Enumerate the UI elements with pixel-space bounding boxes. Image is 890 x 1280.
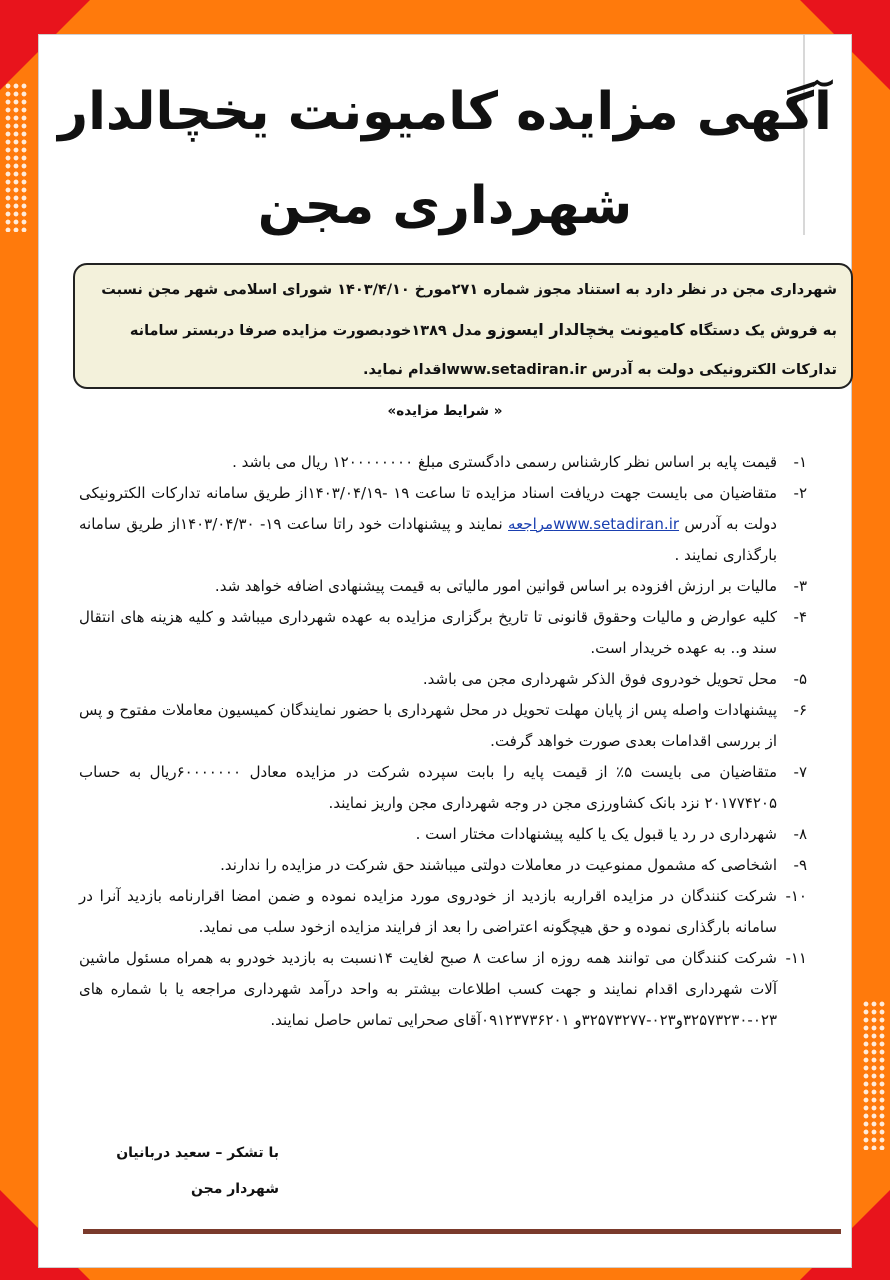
condition-text: متقاضیان می بایست جهت دریافت اسناد مزایده تا ساعت ۱۹ -۱۴۰۳/۰۴/۱۹از طریق سامانه تدارکات الکترونیکی دولت به آدرس xyxy=(79,484,778,533)
condition-text-cont: نمایند و پیشنهادات خود راتا ساعت ۱۹- ۱۴۰۳/۰۴/۳۰از طریق سامانه بارگذاری نمایند . xyxy=(79,515,777,564)
condition-item xyxy=(79,447,807,478)
condition-text: متقاضیان می بایست ۵٪ از قیمت پایه را بابت سپرده شرکت در مزایده معادل ۶۰۰۰۰۰۰۰ریال به حساب ۲۰۱۷۷۴۲۰۵ نزد بانک کشاورزی مجن در وجه شهرداری مجن واریز نمایند. xyxy=(79,763,777,812)
condition-item xyxy=(79,602,807,664)
condition-text: اشخاصی که مشمول ممنوعیت در معاملات دولتی میباشند حق شرکت در مزایده را ندارند. xyxy=(220,856,777,874)
condition-text: مالیات بر ارزش افزوده بر اساس قوانین امور مالیاتی به قیمت پیشنهادی اضافه خواهد شد. xyxy=(214,577,777,595)
dot-pattern-left xyxy=(4,82,28,232)
condition-item xyxy=(79,943,807,1036)
intro-website[interactable]: www.setadiran.ir xyxy=(446,362,587,378)
condition-number: ۱- xyxy=(793,453,807,471)
notice-paper xyxy=(38,34,852,1268)
intro-box xyxy=(73,263,853,389)
condition-number: ۱۰- xyxy=(785,887,807,905)
intro-text-1: شهرداری مجن در نظر دارد به استناد مجوز شماره ۲۷۱مورخ ۱۴۰۳/۴/۱۰ شورای اسلامی شهر مجن نسبت به فروش یک دستگاه xyxy=(101,282,837,339)
conditions-heading: « شرایط مزایده» xyxy=(387,403,503,419)
condition-item xyxy=(79,478,807,571)
setadiran-link[interactable]: www.setadiran.ir xyxy=(553,515,680,533)
intro-text-3: اقدام نماید. xyxy=(363,362,447,378)
condition-text: پیشنهادات واصله پس از پایان مهلت تحویل در محل شهرداری با حضور نمایندگان کمیسیون معاملات مفتوح و پس از بررسی اقدامات بعدی صورت خواهد گرفت. xyxy=(79,701,777,750)
conditions-list xyxy=(79,447,807,1036)
condition-item xyxy=(79,881,807,943)
condition-number: ۹- xyxy=(793,856,807,874)
condition-item xyxy=(79,757,807,819)
condition-number: ۲- xyxy=(793,484,807,502)
condition-number: ۴- xyxy=(793,608,807,626)
condition-item xyxy=(79,695,807,757)
condition-text: شرکت کنندگان در مزایده اقراربه بازدید از خودروی مورد مزایده نموده و ضمن امضا اقرارنامه بازدید آنرا در سامانه بارگذاری نموده و حق هیچگونه اعتراضی را بعد از فرایند مزایده ازخود سلب می نماید. xyxy=(79,887,777,936)
condition-item xyxy=(79,850,807,881)
condition-text: قیمت پایه بر اساس نظر کارشناس رسمی دادگستری مبلغ ۱۲۰۰۰۰۰۰۰۰ ریال می باشد . xyxy=(232,453,777,471)
condition-text: محل تحویل خودروی فوق الذکر شهرداری مجن می باشد. xyxy=(422,670,777,688)
condition-number: ۱۱- xyxy=(785,949,807,967)
notice-subtitle: شهرداری مجن xyxy=(257,176,633,236)
bottom-divider xyxy=(83,1229,841,1234)
intro-text-2: مدل ۱۳۸۹خودبصورت مزایده صرفا دربستر سامانه تدارکات الکترونیکی دولت به آدرس xyxy=(129,323,837,378)
setadiran-link-tail[interactable]: مراجعه xyxy=(508,515,554,533)
condition-text: شهرداری در رد یا قبول یک یا کلیه پیشنهادات مختار است . xyxy=(415,825,777,843)
condition-number: ۷- xyxy=(793,763,807,781)
signature-title: شهردار مجن xyxy=(191,1181,279,1197)
condition-text: کلیه عوارض و مالیات وحقوق قانونی تا تاریخ برگزاری مزایده به عهده شهرداری میباشد و کلیه هزینه های انتقال سند و.. به عهده خریدار است. xyxy=(79,608,777,657)
condition-item xyxy=(79,819,807,850)
intro-item: کامیونت یخچالدار ایسوزو xyxy=(486,320,685,339)
signature-block xyxy=(99,1135,279,1207)
condition-item xyxy=(79,664,807,695)
dot-pattern-right xyxy=(862,1000,886,1150)
condition-text: شرکت کنندگان می توانند همه روزه از ساعت ۸ صبح لغایت ۱۴نسبت به بازدید خودرو به همراه مسئول ماشین آلات شهرداری اقدام نمایند و جهت کسب اطلاعات بیشتر به واحد درآمد شهرداری مراجعه یا با شماره های ۰۲۳-۳۲۵۷۳۲۳۰و۰۲۳-۳۲۵۷۳۲۷۷و ۰۹۱۲۳۷۳۶۲۰۱آقای صحرایی تماس حاصل نمایند. xyxy=(79,949,777,1029)
condition-number: ۶- xyxy=(793,701,807,719)
condition-number: ۵- xyxy=(793,670,807,688)
notice-title: آگهی مزایده کامیونت یخچالدار xyxy=(58,82,832,142)
signature-name: با تشکر – سعید دربانیان xyxy=(116,1145,279,1161)
condition-number: ۳- xyxy=(793,577,807,595)
condition-number: ۸- xyxy=(793,825,807,843)
condition-item xyxy=(79,571,807,602)
